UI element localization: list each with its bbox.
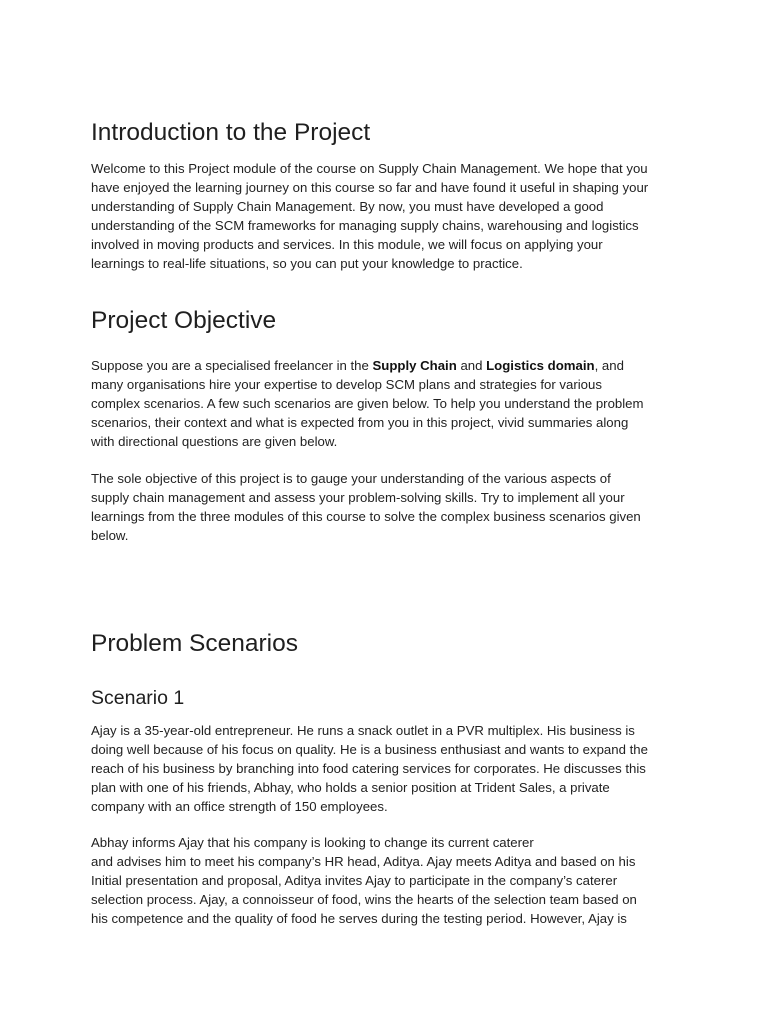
intro-line: have enjoyed the learning journey on this course so far and have found it useful in shaping your (91, 180, 649, 195)
objective-line (91, 356, 681, 375)
scenario-line: and advises him to meet his company’s HR head, Aditya. Ajay meets Aditya and based on his (91, 854, 636, 869)
scenario-line: reach of his business by branching into food catering services for corporates. He discusses this (91, 761, 646, 776)
objective-text: , and (594, 358, 624, 373)
objective-text: and (456, 358, 487, 373)
objective-paragraph-2 (91, 469, 681, 545)
intro-line: learnings to real-life situations, so you can put your knowledge to practice. (91, 256, 523, 271)
scenario-1-paragraph-1 (91, 721, 681, 816)
logistics-domain-emphasis: Logistics domain (486, 358, 595, 373)
objective-line: with directional questions are given below. (91, 434, 338, 449)
objective-line: supply chain management and assess your problem-solving skills. Try to implement all your (91, 490, 625, 505)
objective-paragraph-1 (91, 356, 681, 451)
scenario-line: his competence and the quality of food he serves during the testing period. However, Ajay is (91, 911, 627, 926)
intro-paragraph (91, 159, 681, 273)
scenario-line: Abhay informs Ajay that his company is looking to change its current caterer (91, 835, 534, 850)
supply-chain-emphasis: Supply Chain (372, 358, 457, 373)
objective-line: below. (91, 528, 129, 543)
objective-text: Suppose you are a specialised freelancer in the (91, 358, 373, 373)
problems-heading: Problem Scenarios (91, 630, 298, 657)
scenario-1-heading: Scenario 1 (91, 687, 185, 709)
intro-line: understanding of Supply Chain Management. By now, you must have developed a good (91, 199, 604, 214)
intro-heading: Introduction to the Project (91, 119, 371, 146)
scenario-line: company with an office strength of 150 employees. (91, 799, 388, 814)
scenario-line: selection process. Ajay, a connoisseur of food, wins the hearts of the selection team based on (91, 892, 637, 907)
objective-line: The sole objective of this project is to gauge your understanding of the various aspects of (91, 471, 611, 486)
intro-line: involved in moving products and services. In this module, we will focus on applying your (91, 237, 603, 252)
scenario-line: plan with one of his friends, Abhay, who holds a senior position at Trident Sales, a private (91, 780, 610, 795)
objective-line: scenarios, their context and what is expected from you in this project, vivid summaries along (91, 415, 629, 430)
objective-heading: Project Objective (91, 307, 277, 334)
scenario-1-paragraph-2 (91, 833, 681, 928)
scenario-line: Initial presentation and proposal, Aditya invites Ajay to participate in the company’s caterer (91, 873, 618, 888)
objective-line: learnings from the three modules of this course to solve the complex business scenarios given (91, 509, 641, 524)
intro-line: understanding of the SCM frameworks for managing supply chains, warehousing and logistics (91, 218, 639, 233)
objective-line: many organisations hire your expertise to develop SCM plans and strategies for various (91, 377, 602, 392)
intro-line: Welcome to this Project module of the course on Supply Chain Management. We hope that you (91, 161, 648, 176)
scenario-line: Ajay is a 35-year-old entrepreneur. He runs a snack outlet in a PVR multiplex. His business is (91, 723, 635, 738)
objective-line: complex scenarios. A few such scenarios are given below. To help you understand the problem (91, 396, 644, 411)
scenario-line: doing well because of his focus on quality. He is a business enthusiast and wants to expand the (91, 742, 648, 757)
